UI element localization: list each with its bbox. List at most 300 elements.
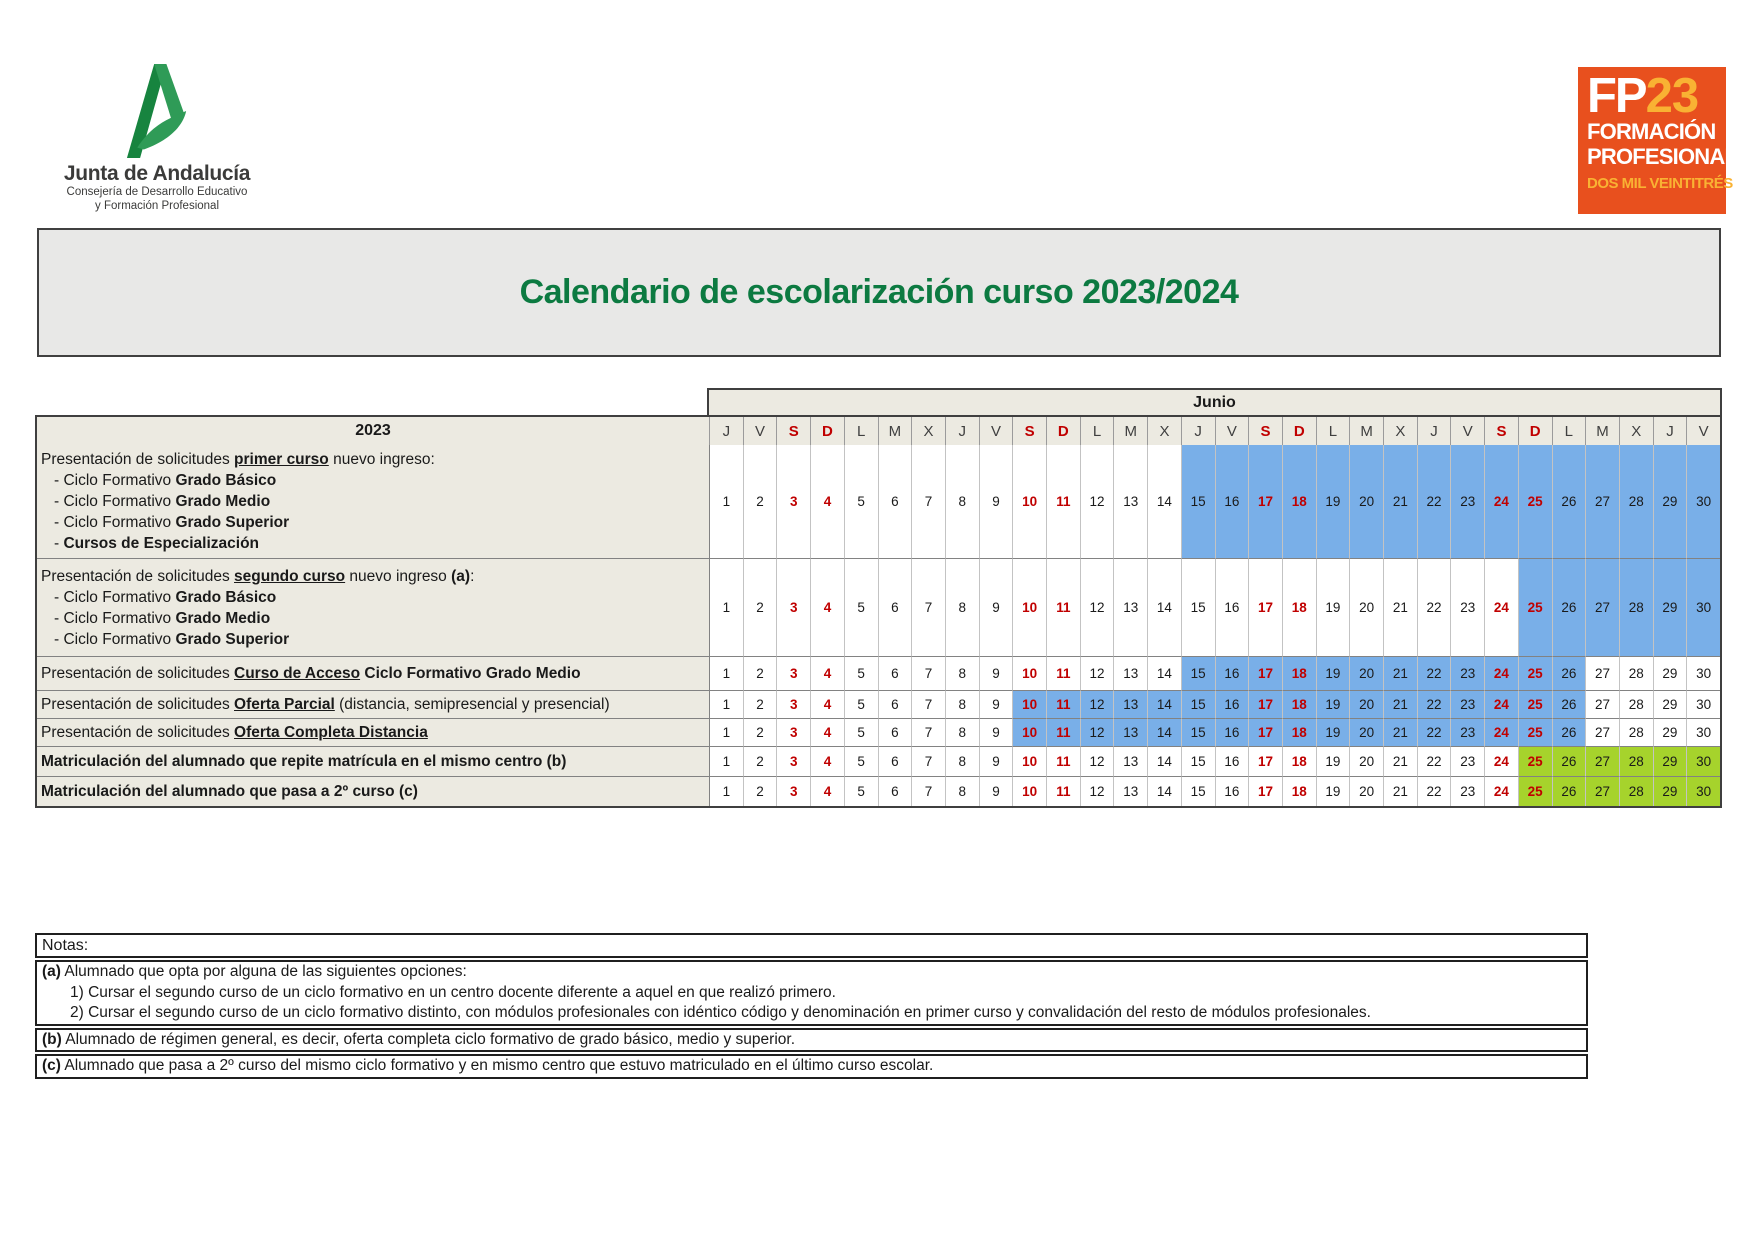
day-cell: 23	[1450, 718, 1484, 746]
label-segment: Presentación de solicitudes	[41, 567, 235, 585]
day-cell: 27	[1585, 718, 1619, 746]
day-cell: 19	[1316, 746, 1350, 776]
day-cell: 30	[1686, 776, 1720, 806]
notes-section	[35, 933, 1588, 1079]
day-cell: 12	[1080, 558, 1114, 656]
junta-logo-subtitle-2: y Formación Profesional	[95, 200, 219, 212]
day-cell: 30	[1686, 445, 1720, 558]
day-cell: 7	[911, 776, 945, 806]
label-segment: Oferta Completa Distancia	[234, 724, 428, 741]
day-cell: 16	[1215, 746, 1249, 776]
note-a-item1: 1) Cursar el segundo curso de un ciclo formativo en un centro docente diferente a aquel en que realizó primero.	[70, 983, 836, 1001]
day-cell: 10	[1012, 746, 1046, 776]
day-cell: 12	[1080, 656, 1114, 690]
label-segment: -	[54, 535, 64, 552]
note-c-text: Alumnado que pasa a 2º curso del mismo ciclo formativo y en mismo centro que estuvo matriculado en el último curso escolar.	[60, 1057, 934, 1074]
fp23-logo-line1: FORMACIÓN	[1587, 119, 1716, 144]
day-cell: 24	[1484, 718, 1518, 746]
day-cell: 21	[1383, 445, 1417, 558]
day-cell: 21	[1383, 690, 1417, 718]
note-c-prefix: (c)	[42, 1057, 61, 1074]
title-banner	[37, 228, 1721, 357]
fp23-logo-head	[1587, 69, 1718, 123]
day-cell: 30	[1686, 558, 1720, 656]
day-cell: 3	[776, 746, 810, 776]
day-cell: 18	[1282, 445, 1316, 558]
day-cell: 28	[1619, 776, 1653, 806]
weekday-cell: L	[1080, 417, 1114, 445]
day-cell: 28	[1619, 445, 1653, 558]
day-cell: 13	[1113, 718, 1147, 746]
label-line	[41, 608, 706, 629]
weekday-cell: S	[1248, 417, 1282, 445]
label-segment: Presentación de solicitudes	[41, 696, 235, 713]
day-cell: 10	[1012, 776, 1046, 806]
page-title: Calendario de escolarización curso 2023/2024	[519, 273, 1239, 311]
day-cell: 23	[1450, 776, 1484, 806]
day-cell: 7	[911, 656, 945, 690]
day-cell: 9	[979, 776, 1013, 806]
note-a	[35, 960, 1588, 1026]
row-label-matriculacion-repite	[37, 746, 709, 776]
note-a-item2: 2) Cursar el segundo curso de un ciclo formativo distinto, con módulos profesionales con idéntico código y denominación en primer curso y convalidación del resto de módulos profesionales.	[70, 1004, 1371, 1021]
note-c-main	[42, 1056, 1581, 1077]
label-segment: Grado Medio	[175, 493, 271, 510]
label-segment: - Ciclo Formativo	[54, 630, 176, 648]
day-cell: 7	[911, 718, 945, 746]
label-segment: segundo curso	[234, 567, 346, 585]
year-header-cell: 2023	[37, 417, 709, 445]
label-line	[41, 566, 706, 587]
day-cell: 8	[945, 776, 979, 806]
day-cell: 2	[743, 690, 777, 718]
day-cell: 23	[1450, 690, 1484, 718]
weekday-cell: S	[1484, 417, 1518, 445]
day-cell: 7	[911, 445, 945, 558]
day-cell: 15	[1181, 746, 1215, 776]
day-cell: 27	[1585, 690, 1619, 718]
day-cell: 2	[743, 445, 777, 558]
note-b-main	[42, 1030, 1581, 1051]
day-cell: 7	[911, 558, 945, 656]
weekday-cell: J	[1181, 417, 1215, 445]
day-cell: 30	[1686, 690, 1720, 718]
label-segment: Curso de Acceso	[234, 665, 361, 682]
fp23-logo-line2: PROFESIONAL	[1587, 144, 1738, 169]
day-cell: 21	[1383, 718, 1417, 746]
label-line	[41, 449, 706, 470]
weekday-cell: M	[1585, 417, 1619, 445]
label-segment: - Ciclo Formativo	[54, 514, 176, 531]
day-cell: 23	[1450, 558, 1484, 656]
day-cell: 5	[844, 746, 878, 776]
junta-logo-title: Junta de Andalucía	[63, 162, 251, 185]
day-cell: 16	[1215, 558, 1249, 656]
label-line	[41, 694, 706, 715]
label-segment: Matriculación del alumnado que pasa a 2º curso (c)	[41, 783, 418, 800]
day-cell: 14	[1147, 776, 1181, 806]
weekday-cell: V	[743, 417, 777, 445]
day-cell: 14	[1147, 718, 1181, 746]
note-a-text: Alumnado que opta por alguna de las siguientes opciones:	[60, 963, 467, 980]
weekday-cell: M	[1349, 417, 1383, 445]
day-cell: 20	[1349, 690, 1383, 718]
fp23-logo-line3: DOS MIL VEINTITRÉS	[1587, 175, 1733, 192]
day-cell: 28	[1619, 558, 1653, 656]
label-segment: Grado Superior	[175, 630, 290, 648]
label-line	[41, 587, 706, 608]
day-cell: 3	[776, 690, 810, 718]
day-cell: 30	[1686, 718, 1720, 746]
day-cell: 11	[1046, 746, 1080, 776]
day-cell: 14	[1147, 690, 1181, 718]
label-segment: Ciclo Formativo Grado Medio	[364, 665, 581, 682]
day-cell: 28	[1619, 690, 1653, 718]
day-cell: 25	[1518, 746, 1552, 776]
day-cell: 14	[1147, 746, 1181, 776]
day-cell: 6	[878, 690, 912, 718]
day-cell: 29	[1653, 558, 1687, 656]
day-cell: 7	[911, 690, 945, 718]
day-cell: 10	[1012, 690, 1046, 718]
day-cell: 26	[1552, 746, 1586, 776]
day-cell: 24	[1484, 445, 1518, 558]
label-segment: Grado Superior	[175, 514, 290, 531]
day-cell: 23	[1450, 445, 1484, 558]
day-cell: 6	[878, 718, 912, 746]
weekday-cell: X	[1619, 417, 1653, 445]
day-cell: 9	[979, 558, 1013, 656]
note-b	[35, 1028, 1588, 1053]
day-cell: 29	[1653, 656, 1687, 690]
day-cell: 17	[1248, 746, 1282, 776]
day-cell: 6	[878, 445, 912, 558]
day-cell: 5	[844, 776, 878, 806]
weekday-cell: D	[1518, 417, 1552, 445]
day-cell: 22	[1417, 690, 1451, 718]
day-cell: 24	[1484, 690, 1518, 718]
notes-header	[35, 933, 1588, 958]
day-cell: 6	[878, 558, 912, 656]
day-cell: 17	[1248, 558, 1282, 656]
day-cell: 12	[1080, 746, 1114, 776]
day-cell: 16	[1215, 690, 1249, 718]
label-segment: Oferta Parcial	[234, 696, 335, 713]
label-segment: Presentación de solicitudes	[41, 665, 235, 682]
day-cell: 8	[945, 746, 979, 776]
day-cell: 13	[1113, 445, 1147, 558]
day-cell: 9	[979, 690, 1013, 718]
day-cell: 26	[1552, 690, 1586, 718]
day-cell: 3	[776, 656, 810, 690]
day-cell: 28	[1619, 746, 1653, 776]
label-segment: nuevo ingreso:	[328, 451, 435, 468]
day-cell: 25	[1518, 690, 1552, 718]
day-cell: 19	[1316, 656, 1350, 690]
day-cell: 6	[878, 656, 912, 690]
day-cell: 8	[945, 690, 979, 718]
day-cell: 15	[1181, 445, 1215, 558]
day-cell: 10	[1012, 558, 1046, 656]
label-line	[41, 533, 706, 554]
day-cell: 25	[1518, 558, 1552, 656]
label-line	[41, 781, 706, 802]
row-label-solicitudes-segundo-curso	[37, 558, 709, 656]
junta-a-icon	[126, 64, 188, 158]
label-segment: nuevo ingreso	[345, 567, 452, 585]
day-cell: 23	[1450, 656, 1484, 690]
day-cell: 11	[1046, 656, 1080, 690]
calendar-table	[35, 388, 1722, 808]
day-cell: 16	[1215, 656, 1249, 690]
label-segment: primer curso	[234, 451, 329, 468]
day-cell: 14	[1147, 558, 1181, 656]
day-cell: 8	[945, 656, 979, 690]
label-segment: :	[470, 567, 475, 585]
day-cell: 2	[743, 656, 777, 690]
note-b-text: Alumnado de régimen general, es decir, oferta completa ciclo formativo de grado básico, medio y superior.	[61, 1030, 795, 1048]
junta-logo-subtitle-1: Consejería de Desarrollo Educativo	[66, 186, 248, 198]
weekday-cell: J	[1417, 417, 1451, 445]
weekday-cell: D	[810, 417, 844, 445]
day-cell: 6	[878, 776, 912, 806]
day-cell: 2	[743, 718, 777, 746]
weekday-cell: M	[1113, 417, 1147, 445]
day-cell: 10	[1012, 656, 1046, 690]
day-cell: 1	[709, 445, 743, 558]
weekday-cell: J	[709, 417, 743, 445]
label-line	[41, 512, 706, 533]
day-cell: 18	[1282, 656, 1316, 690]
day-cell: 12	[1080, 776, 1114, 806]
label-line	[41, 663, 706, 684]
day-cell: 25	[1518, 656, 1552, 690]
day-cell: 4	[810, 690, 844, 718]
day-cell: 26	[1552, 776, 1586, 806]
day-cell: 3	[776, 558, 810, 656]
day-cell: 5	[844, 558, 878, 656]
weekday-cell: M	[878, 417, 912, 445]
day-cell: 25	[1518, 776, 1552, 806]
label-segment: (a)	[451, 567, 471, 585]
day-cell: 1	[709, 656, 743, 690]
day-cell: 1	[709, 690, 743, 718]
day-cell: 19	[1316, 776, 1350, 806]
day-cell: 13	[1113, 656, 1147, 690]
day-cell: 27	[1585, 656, 1619, 690]
weekday-cell: X	[1147, 417, 1181, 445]
day-cell: 29	[1653, 690, 1687, 718]
day-cell: 17	[1248, 690, 1282, 718]
day-cell: 15	[1181, 776, 1215, 806]
weekday-cell: V	[1215, 417, 1249, 445]
row-label-solicitudes-primer-curso	[37, 445, 709, 558]
day-cell: 18	[1282, 558, 1316, 656]
weekday-cell: L	[1552, 417, 1586, 445]
month-header: Junio	[707, 388, 1722, 415]
label-line	[41, 722, 706, 743]
day-cell: 4	[810, 746, 844, 776]
day-cell: 19	[1316, 718, 1350, 746]
day-cell: 2	[743, 776, 777, 806]
day-cell: 25	[1518, 445, 1552, 558]
day-cell: 24	[1484, 746, 1518, 776]
day-cell: 8	[945, 558, 979, 656]
day-cell: 24	[1484, 776, 1518, 806]
day-cell: 29	[1653, 776, 1687, 806]
label-segment: Cursos de Especialización	[63, 535, 260, 552]
day-cell: 9	[979, 445, 1013, 558]
day-cell: 24	[1484, 656, 1518, 690]
notes-header-label: Notas:	[42, 937, 89, 954]
label-segment: Grado Básico	[175, 472, 277, 489]
day-cell: 23	[1450, 746, 1484, 776]
day-cell: 22	[1417, 445, 1451, 558]
day-cell: 20	[1349, 746, 1383, 776]
day-cell: 25	[1518, 718, 1552, 746]
day-cell: 14	[1147, 445, 1181, 558]
day-cell: 15	[1181, 718, 1215, 746]
day-cell: 27	[1585, 746, 1619, 776]
day-cell: 2	[743, 558, 777, 656]
day-cell: 11	[1046, 558, 1080, 656]
day-cell: 3	[776, 445, 810, 558]
day-cell: 20	[1349, 718, 1383, 746]
day-cell: 16	[1215, 776, 1249, 806]
day-cell: 5	[844, 656, 878, 690]
day-cell: 4	[810, 445, 844, 558]
label-segment: - Ciclo Formativo	[54, 588, 176, 606]
weekday-cell: L	[844, 417, 878, 445]
day-cell: 15	[1181, 690, 1215, 718]
day-cell: 20	[1349, 558, 1383, 656]
weekday-cell: L	[1316, 417, 1350, 445]
weekday-cell: S	[776, 417, 810, 445]
day-cell: 30	[1686, 656, 1720, 690]
day-cell: 17	[1248, 445, 1282, 558]
day-cell: 12	[1080, 718, 1114, 746]
row-label-matriculacion-segundo	[37, 776, 709, 806]
weekday-cell: X	[911, 417, 945, 445]
day-cell: 15	[1181, 558, 1215, 656]
day-cell: 26	[1552, 656, 1586, 690]
note-a-main	[42, 962, 1581, 983]
weekday-cell: J	[945, 417, 979, 445]
day-cell: 11	[1046, 445, 1080, 558]
day-cell: 8	[945, 718, 979, 746]
day-cell: 11	[1046, 776, 1080, 806]
fp23-logo	[1578, 67, 1738, 214]
row-label-solicitudes-curso-acceso	[37, 656, 709, 690]
day-cell: 21	[1383, 746, 1417, 776]
day-cell: 27	[1585, 776, 1619, 806]
weekday-cell: V	[979, 417, 1013, 445]
day-cell: 1	[709, 718, 743, 746]
weekday-cell: X	[1383, 417, 1417, 445]
weekday-cell: V	[1450, 417, 1484, 445]
day-cell: 27	[1585, 558, 1619, 656]
day-cell: 29	[1653, 746, 1687, 776]
label-segment: Presentación de solicitudes	[41, 451, 235, 468]
day-cell: 4	[810, 558, 844, 656]
day-cell: 17	[1248, 656, 1282, 690]
day-cell: 21	[1383, 558, 1417, 656]
day-cell: 13	[1113, 558, 1147, 656]
label-line	[41, 629, 706, 650]
day-cell: 22	[1417, 558, 1451, 656]
day-cell: 24	[1484, 558, 1518, 656]
day-cell: 22	[1417, 718, 1451, 746]
day-cell: 21	[1383, 776, 1417, 806]
day-cell: 4	[810, 718, 844, 746]
day-cell: 8	[945, 445, 979, 558]
day-cell: 17	[1248, 776, 1282, 806]
note-b-prefix: (b)	[42, 1030, 62, 1048]
label-segment: Matriculación del alumnado que repite matrícula en el mismo centro (b)	[41, 753, 567, 770]
day-cell: 6	[878, 746, 912, 776]
day-cell: 18	[1282, 776, 1316, 806]
row-label-solicitudes-oferta-completa-distancia	[37, 718, 709, 746]
weekday-cell: J	[1653, 417, 1687, 445]
day-cell: 1	[709, 746, 743, 776]
day-cell: 17	[1248, 718, 1282, 746]
fp-year-text: 23	[1645, 69, 1699, 123]
day-cell: 18	[1282, 746, 1316, 776]
weekday-cell: V	[1686, 417, 1720, 445]
label-segment: - Ciclo Formativo	[54, 493, 176, 510]
day-cell: 1	[709, 558, 743, 656]
day-cell: 29	[1653, 445, 1687, 558]
day-cell: 16	[1215, 445, 1249, 558]
day-cell: 2	[743, 746, 777, 776]
day-cell: 28	[1619, 718, 1653, 746]
calendar-grid	[35, 415, 1722, 808]
day-cell: 20	[1349, 445, 1383, 558]
label-segment: - Ciclo Formativo	[54, 472, 176, 489]
day-cell: 13	[1113, 746, 1147, 776]
day-cell: 3	[776, 718, 810, 746]
day-cell: 13	[1113, 690, 1147, 718]
junta-andalucia-logo	[52, 64, 262, 213]
note-c	[35, 1054, 1588, 1079]
fp-text: FP	[1587, 69, 1646, 123]
day-cell: 20	[1349, 776, 1383, 806]
label-segment: Grado Básico	[175, 588, 277, 606]
day-cell: 12	[1080, 690, 1114, 718]
day-cell: 22	[1417, 746, 1451, 776]
day-cell: 19	[1316, 690, 1350, 718]
day-cell: 11	[1046, 690, 1080, 718]
weekday-cell: D	[1282, 417, 1316, 445]
row-label-solicitudes-oferta-parcial	[37, 690, 709, 718]
label-segment: (distancia, semipresencial y presencial)	[334, 696, 610, 713]
label-segment: Presentación de solicitudes	[41, 724, 235, 741]
label-segment: - Ciclo Formativo	[54, 609, 176, 627]
label-segment: Grado Medio	[175, 609, 271, 627]
day-cell: 19	[1316, 445, 1350, 558]
day-cell: 26	[1552, 445, 1586, 558]
day-cell: 10	[1012, 718, 1046, 746]
day-cell: 22	[1417, 776, 1451, 806]
day-cell: 19	[1316, 558, 1350, 656]
day-cell: 29	[1653, 718, 1687, 746]
day-cell: 16	[1215, 718, 1249, 746]
day-cell: 22	[1417, 656, 1451, 690]
day-cell: 9	[979, 746, 1013, 776]
day-cell: 5	[844, 718, 878, 746]
day-cell: 28	[1619, 656, 1653, 690]
day-cell: 4	[810, 656, 844, 690]
